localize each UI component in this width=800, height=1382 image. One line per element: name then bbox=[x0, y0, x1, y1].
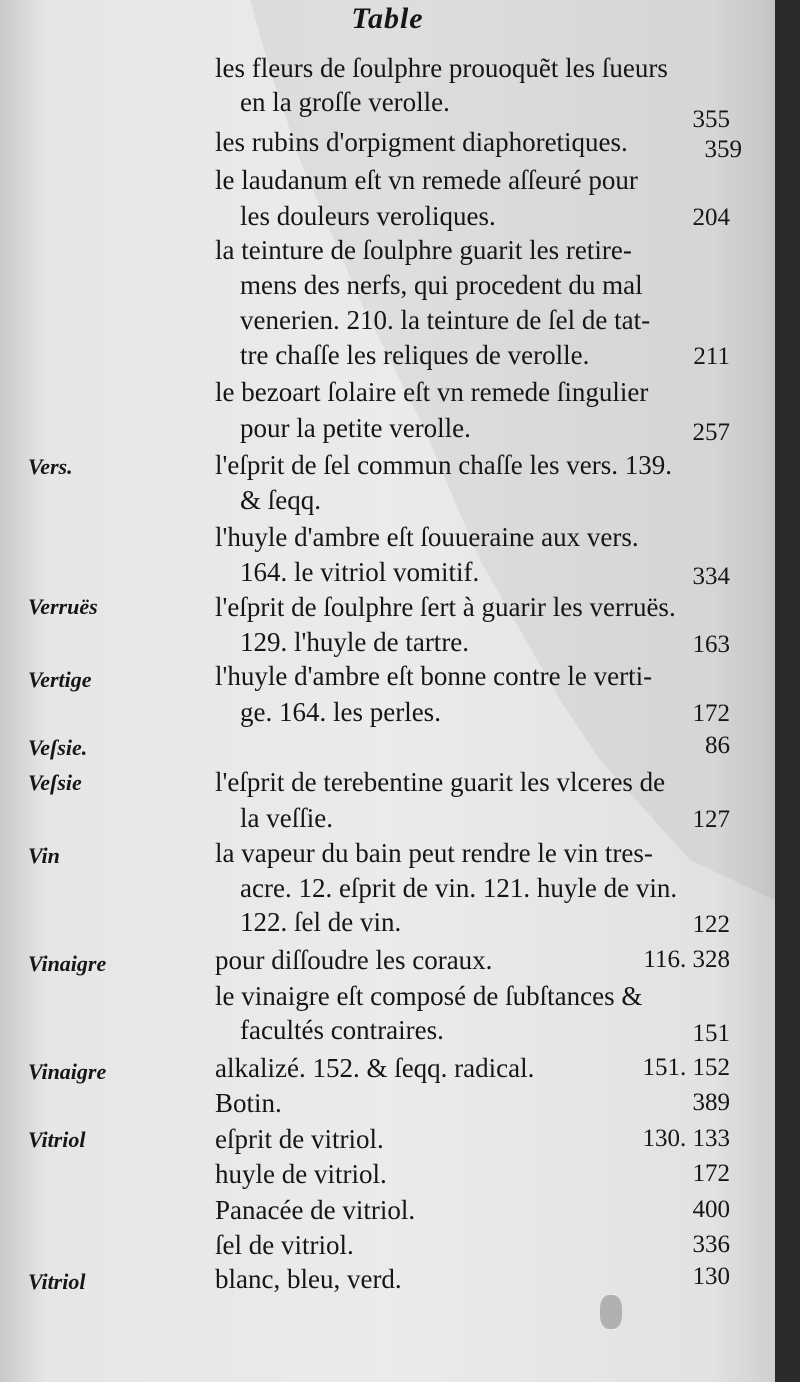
index-line: le vinaigre eſt composé de ſubſtances & bbox=[215, 981, 643, 1011]
index-term: Vin bbox=[28, 843, 60, 868]
page-number: 122 bbox=[692, 911, 730, 938]
page-number: 172 bbox=[692, 1160, 730, 1187]
index-term: Verruës bbox=[28, 594, 98, 619]
page-number: 151. 152 bbox=[642, 1054, 730, 1081]
index-line: tre chaſſe les reliques de verolle. bbox=[240, 340, 590, 370]
page-number: 127 bbox=[692, 806, 730, 833]
index-line: 164. le vitriol vomitif. bbox=[240, 557, 480, 587]
index-term: Vertige bbox=[28, 667, 92, 692]
index-line: mens des nerfs, qui procedent du mal bbox=[240, 270, 643, 300]
page-header: Table bbox=[351, 2, 424, 35]
index-line: l'huyle d'ambre eſt bonne contre le verti- bbox=[215, 661, 653, 691]
index-line: la veſſie. bbox=[240, 803, 333, 833]
page-number: 86 bbox=[705, 732, 730, 759]
index-line: pour la petite verolle. bbox=[240, 413, 471, 443]
page-number: 355 bbox=[692, 106, 730, 133]
index-line: le bezoart ſolaire eſt vn remede ſingulier bbox=[215, 377, 649, 407]
index-term: Vinaigre bbox=[28, 951, 107, 976]
index-term: Veſsie bbox=[28, 770, 82, 795]
index-line: l'huyle d'ambre eſt ſouueraine aux vers. bbox=[215, 522, 639, 552]
page-number: 400 bbox=[692, 1196, 730, 1223]
index-line: les fleurs de ſoulphre prouoquẽt les ſueurs bbox=[215, 53, 668, 83]
index-line: Panacée de vitriol. bbox=[215, 1195, 416, 1225]
index-line: la vapeur du bain peut rendre le vin tres- bbox=[215, 838, 653, 868]
index-line: l'eſprit de ſoulphre ſert à guarir les verruës. bbox=[215, 592, 676, 622]
index-line: l'eſprit de ſel commun chaſſe les vers. 139. bbox=[215, 450, 672, 480]
index-term: Vinaigre bbox=[28, 1059, 107, 1084]
index-line: ſel de vitriol. bbox=[215, 1230, 354, 1260]
page-number: 172 bbox=[692, 700, 730, 727]
index-line: eſprit de vitriol. bbox=[215, 1124, 384, 1154]
index-line: en la groſſe verolle. bbox=[240, 87, 450, 117]
page-number: 130. 133 bbox=[642, 1125, 730, 1152]
index-line: l'eſprit de terebentine guarit les vlceres de bbox=[215, 767, 666, 797]
page-number: 359 bbox=[704, 136, 742, 163]
index-line: acre. 12. eſprit de vin. 121. huyle de vin. bbox=[240, 873, 678, 903]
index-term: Vitriol bbox=[28, 1127, 86, 1152]
page-number: 257 bbox=[692, 419, 730, 446]
index-line: ge. 164. les perles. bbox=[240, 697, 441, 727]
page-number: 389 bbox=[692, 1089, 730, 1116]
page-number: 204 bbox=[692, 204, 730, 231]
index-line: & ſeqq. bbox=[240, 485, 321, 515]
page-number: 151 bbox=[692, 1020, 730, 1047]
index-line: huyle de vitriol. bbox=[215, 1159, 387, 1189]
page-number: 130 bbox=[692, 1263, 730, 1290]
page-number: 116. 328 bbox=[643, 946, 730, 973]
index-line: les rubins d'orpigment diaphoretiques. bbox=[215, 127, 628, 157]
index-line: la teinture de ſoulphre guarit les retire- bbox=[215, 235, 632, 265]
index-line: venerien. 210. la teinture de ſel de tat- bbox=[240, 305, 651, 335]
index-line: pour diſſoudre les coraux. bbox=[215, 945, 493, 975]
index-line: 122. ſel de vin. bbox=[240, 907, 402, 937]
index-line: le laudanum eſt vn remede aſſeuré pour bbox=[215, 165, 638, 195]
ink-stain bbox=[600, 1295, 622, 1329]
index-term: Vitriol bbox=[28, 1269, 86, 1294]
index-line: 129. l'huyle de tartre. bbox=[240, 627, 470, 657]
index-line: Botin. bbox=[215, 1088, 282, 1118]
page-number: 163 bbox=[692, 631, 730, 658]
index-term: Veſsie. bbox=[28, 735, 88, 760]
index-term: Vers. bbox=[28, 454, 73, 479]
index-line: facultés contraires. bbox=[240, 1015, 444, 1045]
page-number: 211 bbox=[693, 343, 730, 370]
index-line: blanc, bleu, verd. bbox=[215, 1264, 402, 1294]
page-number: 336 bbox=[692, 1231, 730, 1258]
index-line: les douleurs veroliques. bbox=[240, 201, 496, 231]
index-line: alkalizé. 152. & ſeqq. radical. bbox=[215, 1053, 535, 1083]
page-number: 334 bbox=[692, 563, 730, 590]
